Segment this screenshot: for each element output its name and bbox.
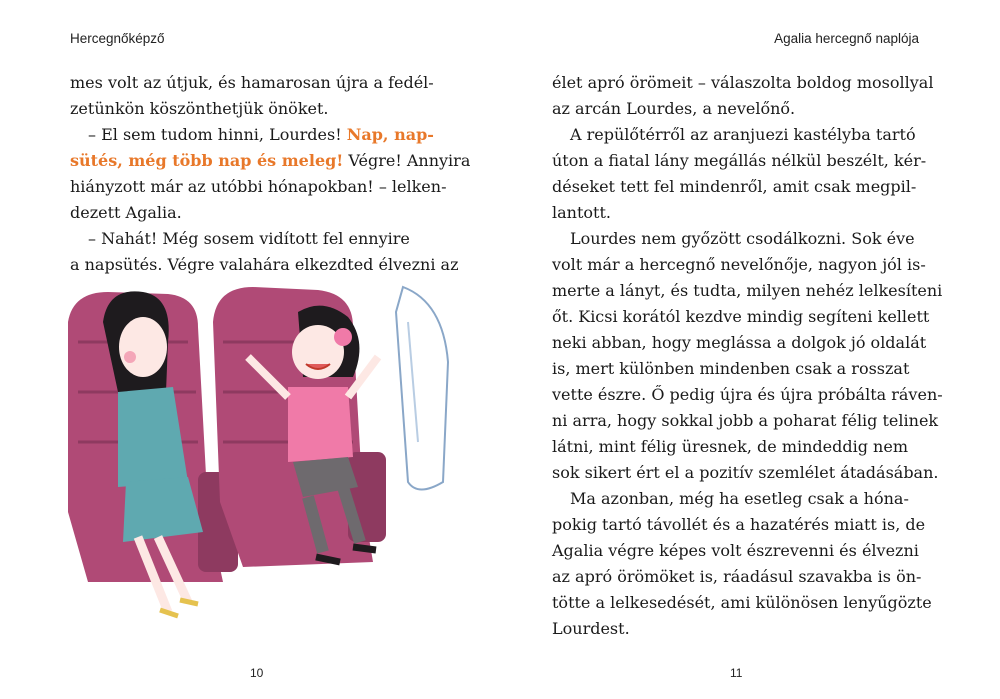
text-line: neki abban, hogy meglássa a dolgok jó oldalát [552,333,927,352]
text-line: zetünkön köszönthetjük önöket. [70,99,329,118]
text-line: ni arra, hogy sokkal jobb a poharat félig telinek [552,411,939,430]
text-line: úton a fiatal lány megállás nélkül beszélt, kér- [552,151,927,170]
text-span: Végre! Annyira [343,151,471,170]
text-line [70,122,441,148]
text-line: dezett Agalia. [70,203,182,222]
text-line: Lourdest. [552,619,630,638]
text-line: mes volt az útjuk, és hamarosan újra a fedél- [70,73,434,92]
text-line: a napsütés. Végre valahára elkezdted élvezni az [70,255,459,274]
text-line: Lourdes nem győzött csodálkozni. Sok éve [570,229,915,248]
text-line: hiányzott már az utóbbi hónapokban! – lelken- [70,177,447,196]
text-line: az arcán Lourdes, a nevelőnő. [552,99,796,118]
left-body-text [70,70,471,278]
text-line: az apró örömöket is, ráadásul szavakba is ön- [552,567,922,586]
window-shine [408,322,418,442]
text-line: tötte a lelkesedését, ami különösen lenyűgözte [552,593,932,612]
text-line: is, mert különben mindenben csak a rosszat [552,359,910,378]
running-head-right: Agalia hercegnő naplója [774,31,919,46]
text-line: A repülőtérről az aranjuezi kastélyba tartó [570,125,916,144]
text-line: merte a lányt, és tudta, milyen nehéz lelkesíteni [552,281,943,300]
text-line: élet apró örömeit – válaszolta boldog mosollyal [552,73,934,92]
airplane-window [396,287,448,490]
text-line [70,148,471,174]
right-body-text [552,70,943,642]
text-line: vette észre. Ő pedig újra és újra próbálta ráven- [552,385,943,404]
text-line: volt már a hercegnő nevelőnője, nagyon jól is- [552,255,926,274]
highlighted-phrase: sütés, még több nap és meleg! [70,151,344,170]
text-line: sok sikert ért el a pozitív szemlélet átadásában. [552,463,939,482]
text-line: – Nahát! Még sosem vidított fel ennyire [88,229,410,248]
running-head-left: Hercegnőképző [70,31,165,46]
right-page [500,0,1000,699]
text-line: Agalia végre képes volt észrevenni és élvezni [552,541,919,560]
illustration-airplane-seats [48,282,468,627]
text-line: őt. Kicsi korától kezdve mindig segíteni kellett [552,307,930,326]
text-line: déseket tett fel mindenről, amit csak megpil- [552,177,917,196]
text-line: Ma azonban, még ha esetleg csak a hóna- [570,489,909,508]
page-number-right: 11 [730,666,743,680]
text-line: pokig tartó távollét és a hazatérés miatt is, de [552,515,926,534]
text-line: látni, mint félig üresnek, de mindeddig nem [552,437,908,456]
text-span: – El sem tudom hinni, Lourdes! [88,125,347,144]
text-line: lantott. [552,203,611,222]
page-number-left: 10 [250,666,264,680]
highlighted-phrase: Nap, nap- [346,125,434,144]
